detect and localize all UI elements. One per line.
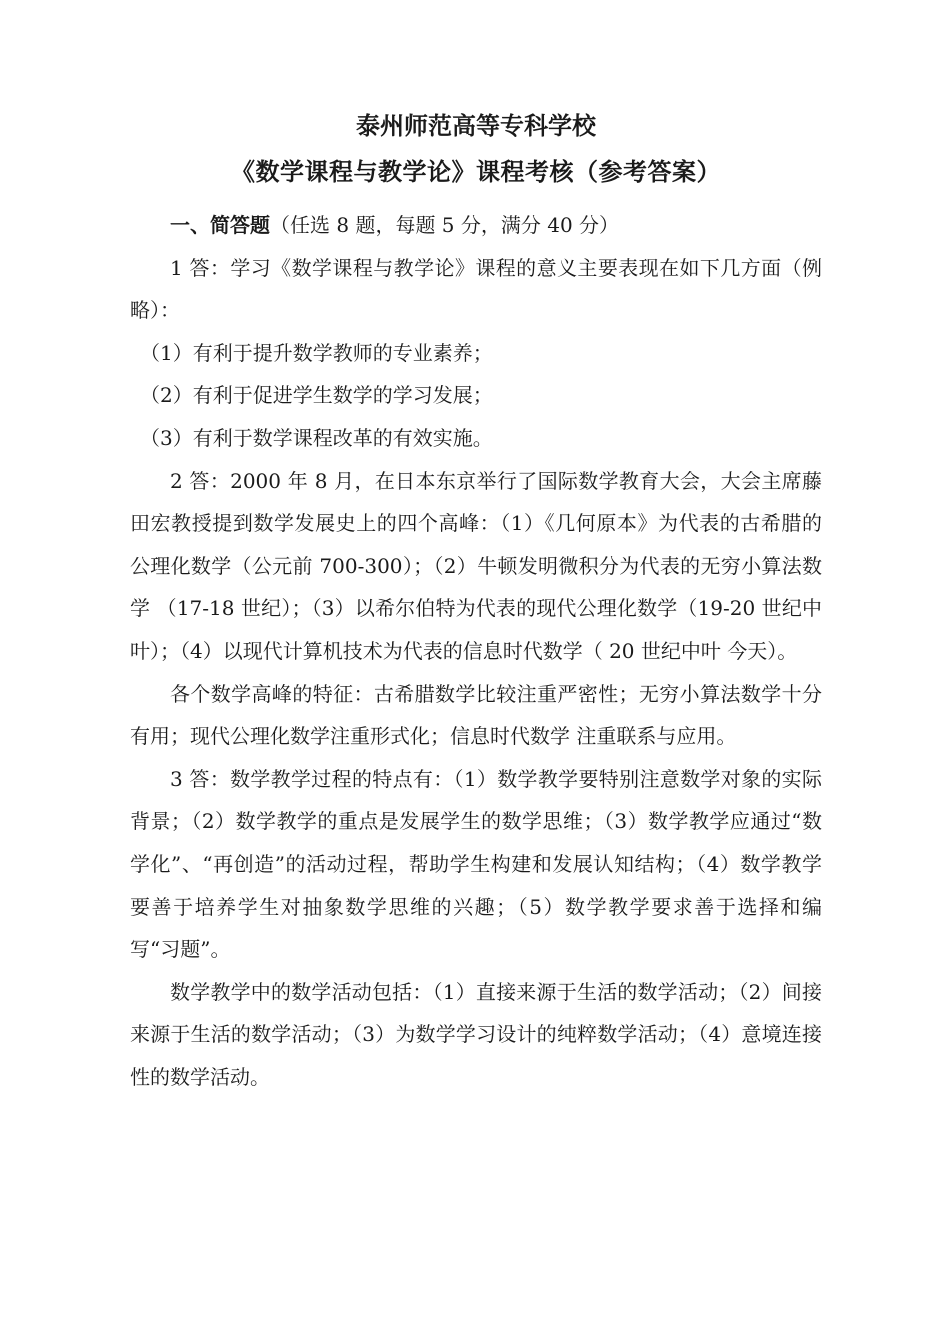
answer-3-paragraph-1: 3 答：数学教学过程的特点有：（1）数学教学要特别注意数学对象的实际背景；（2）数学教学的重点是发展学生的数学思维；（3）数学教学应通过“数学化”、“再创造”的活动过程，帮助学生构建和发展认知结构；（4）数学教学要善于培养学生对抽象数学思维的兴趣；（5）数学教学要求善于选择和编写“习题”。 — [130, 766, 822, 962]
answer-2-paragraph-1: 2 答：2000 年 8 月，在日本东京举行了国际数学教育大会，大会主席藤田宏教授提到数学发展史上的四个高峰：（1）《几何原本》为代表的古希腊的公理化数学（公元前 700-300）；（2）牛顿发明微积分为代表的无穷小算法数学 （17-18 世纪）；（3）以希尔伯特为代表的现代公理化数学（19-20 世纪中叶）；（4）以现代计算机技术为代表的信息时代数学（ 20 世纪中叶 今天）。 — [130, 468, 822, 663]
section-heading-line — [130, 204, 822, 247]
answer-content — [130, 204, 822, 1098]
answer-3-paragraph-2: 数学教学中的数学活动包括：（1）直接来源于生活的数学活动；（2）间接来源于生活的数学活动；（3）为数学学习设计的纯粹数学活动；（4）意境连接性的数学活动。 — [130, 979, 822, 1089]
answer-1-item: （3）有利于数学课程改革的有效实施。 — [140, 425, 493, 450]
school-title: 泰州师范高等专科学校 — [356, 112, 596, 140]
answer-2-paragraph-2: 各个数学高峰的特征：古希腊数学比较注重严密性；无穷小算法数学十分有用；现代公理化数学注重形式化；信息时代数学 注重联系与应用。 — [130, 681, 822, 749]
document-page — [130, 100, 822, 1098]
answer-1-item: （1）有利于提升数学教师的专业素养； — [140, 340, 493, 365]
course-title: 《数学课程与教学论》课程考核（参考答案） — [231, 158, 721, 186]
section-note: （任选 8 题，每题 5 分，满分 40 分） — [270, 213, 620, 237]
answer-1-item: （2）有利于促进学生数学的学习发展； — [140, 383, 493, 408]
answer-1-intro: 1 答：学习《数学课程与教学论》课程的意义主要表现在如下几方面（例略）： — [130, 255, 822, 323]
section-heading: 一、简答题 — [170, 213, 270, 237]
